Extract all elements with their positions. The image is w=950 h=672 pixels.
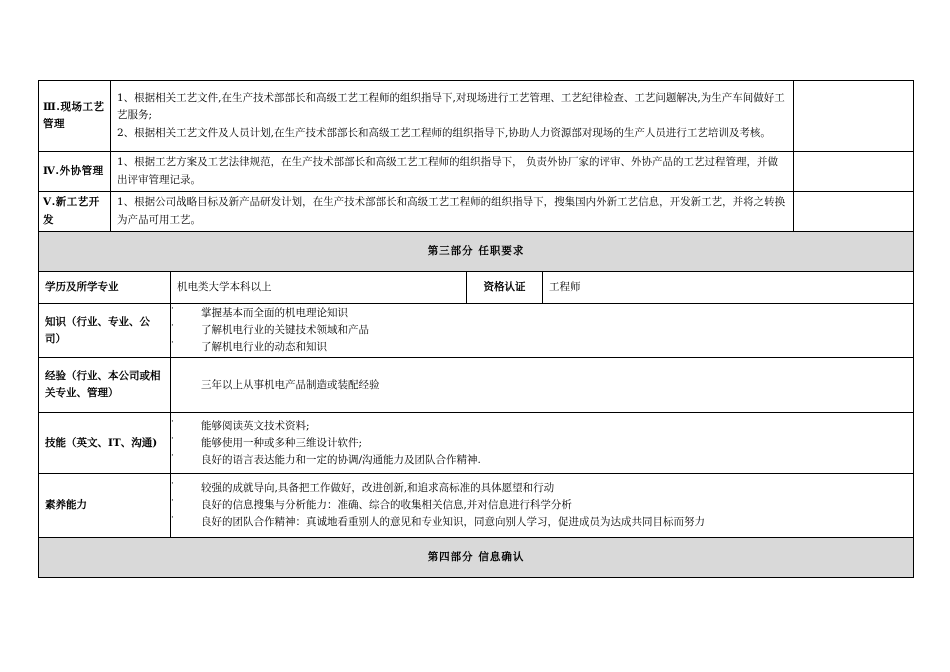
duty-text-onsite <box>111 81 794 152</box>
duty-label-new-process: Ⅴ.新工艺开发 <box>39 192 111 232</box>
quality-row <box>39 474 914 538</box>
certification-value: 工程师 <box>543 272 914 304</box>
certification-label: 资格认证 <box>467 272 543 304</box>
duty-empty-cell <box>794 192 914 232</box>
list-item: · 良好的信息搜集与分析能力：准确、综合的收集相关信息,并对信息进行科学分析 <box>171 497 909 514</box>
duty-label-onsite: Ⅲ.现场工艺管理 <box>39 81 111 152</box>
section4-title: 第四部分 信息确认 <box>39 538 914 578</box>
section3-title: 第三部分 任职要求 <box>39 232 914 272</box>
requirements-table <box>38 231 914 578</box>
skills-row <box>39 413 914 474</box>
quality-label: 素养能力 <box>39 474 171 538</box>
experience-label: 经验（行业、本公司或相关专业、管理） <box>39 358 171 413</box>
knowledge-row <box>39 304 914 358</box>
list-item: · 较强的成就导向,具备把工作做好，改进创新,和追求高标准的具体愿望和行动 <box>171 480 909 497</box>
duty-row-outsourcing <box>39 152 914 192</box>
knowledge-label: 知识（行业、专业、公司） <box>39 304 171 358</box>
list-item: · 掌握基本而全面的机电理论知识 <box>171 305 909 322</box>
experience-row <box>39 358 914 413</box>
skills-list <box>171 413 914 474</box>
duty-text-new-process <box>111 192 794 232</box>
duty-empty-cell <box>794 81 914 152</box>
duty-empty-cell <box>794 152 914 192</box>
duty-text-outsourcing <box>111 152 794 192</box>
list-item: · 良好的语言表达能力和一定的协调/沟通能力及团队合作精神. <box>171 452 909 469</box>
duties-table <box>38 80 914 232</box>
list-item: · 能够阅读英文技术资料; <box>171 418 909 435</box>
duty-line: 1、根据相关工艺文件,在生产技术部部长和高级工艺工程师的组织指导下,对现场进行工艺管理、工艺纪律检查、工艺问题解决,为生产车间做好工艺服务; <box>117 91 785 122</box>
job-description-page <box>38 80 913 578</box>
knowledge-list <box>171 304 914 358</box>
duty-label-outsourcing: Ⅳ.外协管理 <box>39 152 111 192</box>
skills-label: 技能（英文、IT、沟通) <box>39 413 171 474</box>
duty-row-onsite <box>39 81 914 152</box>
quality-list <box>171 474 914 538</box>
list-item: · 了解机电行业的关键技术领域和产品 <box>171 322 909 339</box>
experience-value: 三年以上从事机电产品制造或装配经验 <box>171 358 914 413</box>
duty-line: 1、根据工艺方案及工艺法律规范，在生产技术部部长和高级工艺工程师的组织指导下， 负责外协厂家的评审、外协产品的工艺过程管理，并做出评审管理记录。 <box>117 156 779 186</box>
list-item: · 良好的团队合作精神：真诚地看重别人的意见和专业知识，同意向别人学习，促进成员为达成共同目标而努力 <box>171 514 909 531</box>
duty-line: 1、根据公司战略目标及新产品研发计划，在生产技术部部长和高级工艺工程师的组织指导下，搜集国内外新工艺信息，开发新工艺，并将之转换为产品可用工艺。 <box>117 196 786 226</box>
list-item: · 了解机电行业的动态和知识 <box>171 339 909 356</box>
education-row <box>39 272 914 304</box>
education-label: 学历及所学专业 <box>39 272 171 304</box>
section4-header-row <box>39 538 914 578</box>
education-value: 机电类大学本科以上 <box>171 272 467 304</box>
list-item: · 能够使用一种或多种三维设计软件; <box>171 435 909 452</box>
duty-row-new-process <box>39 192 914 232</box>
duty-line: 2、根据相关工艺文件及人员计划,在生产技术部部长和高级工艺工程师的组织指导下,协助人力资源部对现场的生产人员进行工艺培训及考核。 <box>117 126 771 139</box>
section3-header-row <box>39 232 914 272</box>
